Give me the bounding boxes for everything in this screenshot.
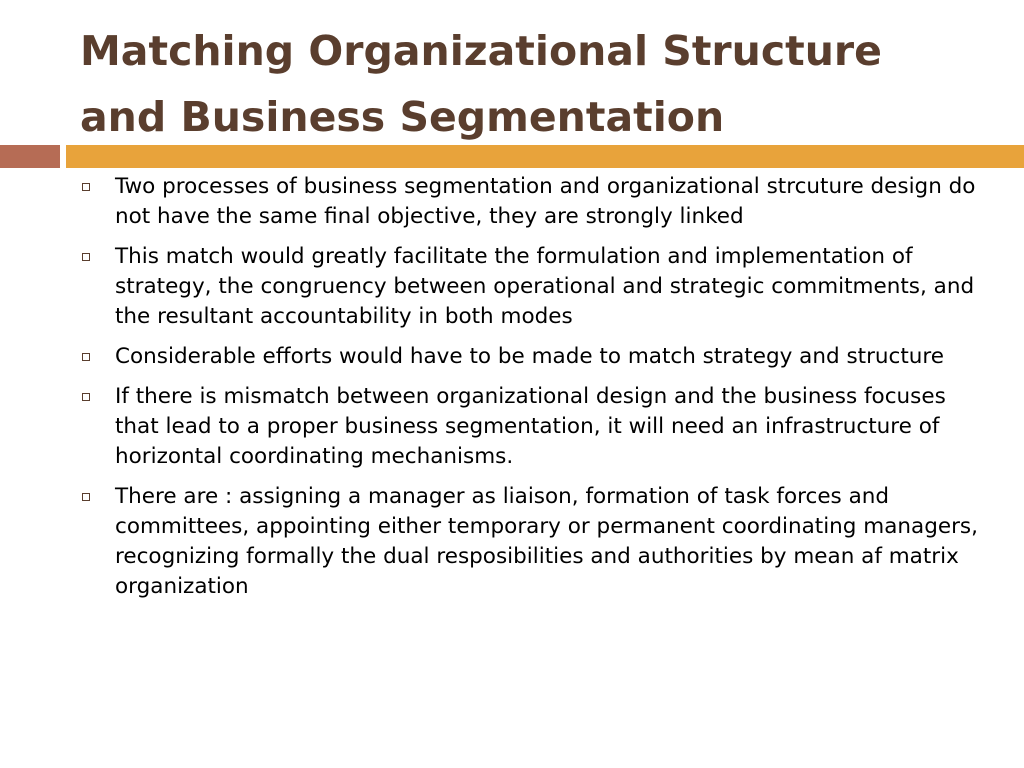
bullet-item: [80, 172, 980, 232]
slide-title-line2: and Business Segmentation: [80, 93, 725, 141]
hollow-square-bullet-icon: [82, 393, 90, 401]
bullet-text: If there is mismatch between organizational design and the business focuses that lead to a proper business segmentation, it will need an infrastructure of horizontal coordinating mechanisms.: [115, 384, 946, 469]
bullet-text: There are : assigning a manager as liaison, formation of task forces and committees, appointing either temporary or permanent coordinating managers, recognizing formally the dual resposibilities and authorities by mean af matrix organization: [115, 484, 978, 599]
bullet-item: [80, 342, 980, 372]
accent-bar-left: [0, 145, 60, 168]
bullet-text: This match would greatly facilitate the formulation and implementation of strategy, the congruency between operational and strategic commitments, and the resultant accountability in both modes: [115, 244, 975, 329]
hollow-square-bullet-icon: [82, 353, 90, 361]
bullet-text: Two processes of business segmentation and organizational strcuture design do not have the same final objective, they are strongly linked: [115, 174, 976, 229]
hollow-square-bullet-icon: [82, 183, 90, 191]
slide-title: [80, 18, 1000, 150]
accent-bar-right: [66, 145, 1024, 168]
bullet-item: [80, 382, 980, 472]
slide-title-line1: Matching Organizational Structure: [80, 27, 882, 75]
bullet-item: [80, 242, 980, 332]
bullet-list: [80, 172, 980, 612]
bullet-item: [80, 482, 980, 602]
hollow-square-bullet-icon: [82, 253, 90, 261]
hollow-square-bullet-icon: [82, 493, 90, 501]
bullet-text: Considerable efforts would have to be made to match strategy and structure: [115, 344, 945, 369]
